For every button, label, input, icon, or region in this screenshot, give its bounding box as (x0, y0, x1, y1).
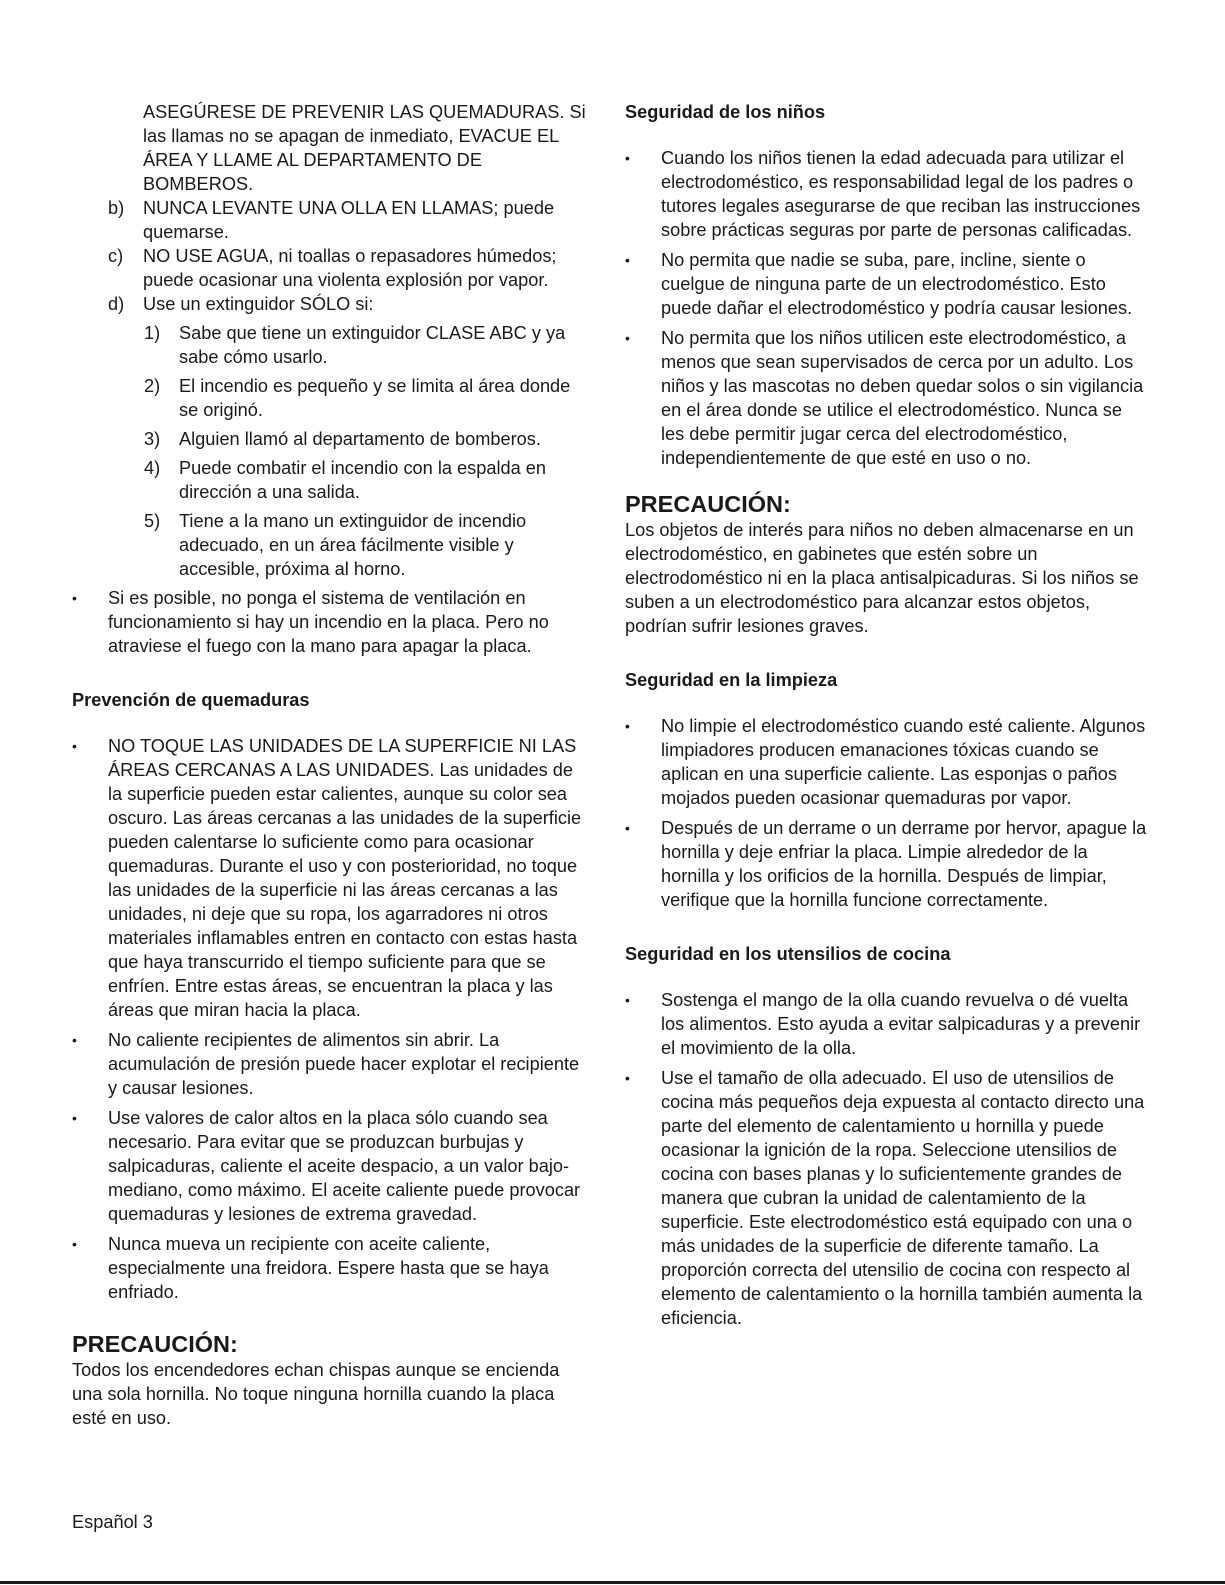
item-text: Use un extinguidor SÓLO si: (143, 294, 374, 314)
caution-text: Todos los encendedores echan chispas aunque se encienda una sola hornilla. No toque ninguna hornilla cuando la placa esté en uso. (72, 1360, 560, 1428)
item-text: Después de un derrame o un derrame por hervor, apague la hornilla y deje enfriar la placa. Limpie alrededor de la hornilla y los orificios de la hornilla. Después de limpiar, verifique que la hornilla funcione correctamente. (661, 818, 1147, 910)
bullet-icon: • (625, 150, 630, 166)
list-item (72, 1028, 592, 1100)
section-heading-children: Seguridad de los niños (625, 102, 826, 122)
item-label: d) (108, 294, 125, 314)
item-label: 3) (144, 429, 161, 449)
bullet-icon: • (625, 820, 630, 836)
item-text: Alguien llamó al departamento de bomberos. (179, 429, 541, 449)
item-label: 5) (144, 511, 161, 531)
item-label: 1) (144, 323, 161, 343)
item-text: No caliente recipientes de alimentos sin abrir. La acumulación de presión puede hacer explotar el recipiente y causar lesiones. (108, 1030, 580, 1098)
numbered-item (72, 374, 592, 422)
caution-heading: PRECAUCIÓN: (625, 491, 791, 517)
list-item (625, 988, 1150, 1060)
numbered-item (72, 509, 592, 581)
bottom-rule (0, 1581, 1225, 1584)
section-heading-cookware: Seguridad en los utensilios de cocina (625, 944, 951, 964)
left-column (72, 100, 592, 1430)
item-text: Tiene a la mano un extinguidor de incendio adecuado, en un área fácilmente visible y accesible, próxima al horno. (179, 511, 527, 579)
section-heading-cleaning: Seguridad en la limpieza (625, 670, 838, 690)
caution-text: Los objetos de interés para niños no deben almacenarse en un electrodoméstico, en gabinetes que estén sobre un electrodoméstico ni en la placa antisalpicaduras. Si los niños se suben a un electrodoméstico para alcanzar estos objetos, podrían sufrir lesiones graves. (625, 520, 1139, 636)
item-text: Sabe que tiene un extinguidor CLASE ABC y ya sabe cómo usarlo. (179, 323, 566, 367)
list-item (625, 146, 1150, 242)
list-item (625, 714, 1150, 810)
caution-heading: PRECAUCIÓN: (72, 1331, 238, 1357)
item-text: Cuando los niños tienen la edad adecuada para utilizar el electrodoméstico, es responsabilidad legal de los padres o tutores legales asegurarse de que reciban las instrucciones sobre prácticas seguras por parte de personas calificadas. (661, 148, 1141, 240)
item-label: 2) (144, 376, 161, 396)
item-text: Si es posible, no ponga el sistema de ventilación en funcionamiento si hay un incendio en la placa. Pero no atraviese el fuego con la mano para apagar la placa. (108, 588, 549, 656)
bullet-icon: • (72, 590, 77, 606)
item-text: Nunca mueva un recipiente con aceite caliente, especialmente una freidora. Espere hasta que se haya enfriado. (108, 1234, 549, 1302)
bullet-icon: • (625, 330, 630, 346)
bullet-icon: • (625, 992, 630, 1008)
right-column (625, 100, 1150, 1336)
list-item (72, 1232, 592, 1304)
lettered-item (72, 244, 592, 292)
page-number: Español 3 (72, 1512, 153, 1532)
item-text: Use valores de calor altos en la placa sólo cuando sea necesario. Para evitar que se produzcan burbujas y salpicaduras, caliente el aceite despacio, a un valor bajo-mediano, como máximo. El aceite caliente puede provocar quemaduras y lesiones de extrema gravedad. (108, 1108, 581, 1224)
list-item (625, 248, 1150, 320)
numbered-item (72, 321, 592, 369)
item-text: NUNCA LEVANTE UNA OLLA EN LLAMAS; puede quemarse. (143, 198, 555, 242)
bullet-icon: • (625, 252, 630, 268)
bullet-icon: • (625, 718, 630, 734)
item-text: El incendio es pequeño y se limita al área donde se originó. (179, 376, 571, 420)
item-text: Puede combatir el incendio con la espalda en dirección a una salida. (179, 458, 547, 502)
item-text: NO TOQUE LAS UNIDADES DE LA SUPERFICIE NI LAS ÁREAS CERCANAS A LAS UNIDADES. Las unidades de la superficie pueden estar calientes, aunque su color sea oscuro. Las áreas cercanas a las unidades de la superficie pueden calentarse lo suficiente como para ocasionar quemaduras. Durante el uso y con posterioridad, no toque las unidades de la superficie ni las áreas cercanas a las unidades, ni deje que su ropa, los agarradores ni otros materiales inflamables entren en contacto con estas hasta que haya transcurrido el tiempo suficiente para que se enfríen. Entre estas áreas, se encuentran la placa y las áreas que miran hacia la placa. (108, 736, 582, 1020)
bullet-icon: • (72, 1032, 77, 1048)
item-text: NO USE AGUA, ni toallas o repasadores húmedos; puede ocasionar una violenta explosión por vapor. (143, 246, 557, 290)
item-text: No permita que los niños utilicen este electrodoméstico, a menos que sean supervisados de cerca por un adulto. Los niños y las mascotas no deben quedar solos o sin vigilancia en el área donde se utilice el electrodoméstico. Nunca se les debe permitir jugar cerca del electrodoméstico, independientemente de que esté en uso o no. (661, 328, 1144, 468)
item-label: b) (108, 198, 125, 218)
bullet-icon: • (72, 738, 77, 754)
lettered-item (72, 292, 592, 316)
section-heading-burns: Prevención de quemaduras (72, 690, 310, 710)
lettered-item (72, 196, 592, 244)
item-text: No limpie el electrodoméstico cuando esté caliente. Algunos limpiadores producen emanaciones tóxicas cuando se aplican en una superficie caliente. Las esponjas o paños mojados pueden ocasionar quemaduras por vapor. (661, 716, 1146, 808)
item-text: No permita que nadie se suba, pare, incline, siente o cuelgue de ninguna parte de un electrodoméstico. Esto puede dañar el electrodoméstico y podría causar lesiones. (661, 250, 1133, 318)
list-item (72, 586, 592, 658)
item-text: Use el tamaño de olla adecuado. El uso de utensilios de cocina más pequeños deja expuesta al contacto directo una parte del elemento de calentamiento u hornilla y puede ocasionar la ignición de la ropa. Seleccione utensilios de cocina con bases planas y lo suficientemente grandes de manera que cubran la unidad de calentamiento de la superficie. Este electrodoméstico está equipado con una o más unidades de la superficie de diferente tamaño. La proporción correcta del utensilio de cocina con respecto al elemento de calentamiento o la hornilla también aumenta la eficiencia. (661, 1068, 1145, 1328)
item-text: Sostenga el mango de la olla cuando revuelva o dé vuelta los alimentos. Esto ayuda a evitar salpicaduras y a prevenir el movimiento de la olla. (661, 990, 1141, 1058)
list-item (625, 1066, 1150, 1330)
bullet-icon: • (72, 1110, 77, 1126)
item-label: 4) (144, 458, 161, 478)
list-item (625, 326, 1150, 470)
numbered-item (72, 456, 592, 504)
bullet-icon: • (72, 1236, 77, 1252)
numbered-item (72, 427, 592, 451)
list-item (72, 1106, 592, 1226)
fire-lead-text: ASEGÚRESE DE PREVENIR LAS QUEMADURAS. Si las llamas no se apagan de inmediato, EVACUE EL ÁREA Y LLAME AL DEPARTAMENTO DE BOMBEROS. (143, 102, 586, 194)
bullet-icon: • (625, 1070, 630, 1086)
list-item (625, 816, 1150, 912)
item-label: c) (108, 246, 124, 266)
list-item (72, 734, 592, 1022)
